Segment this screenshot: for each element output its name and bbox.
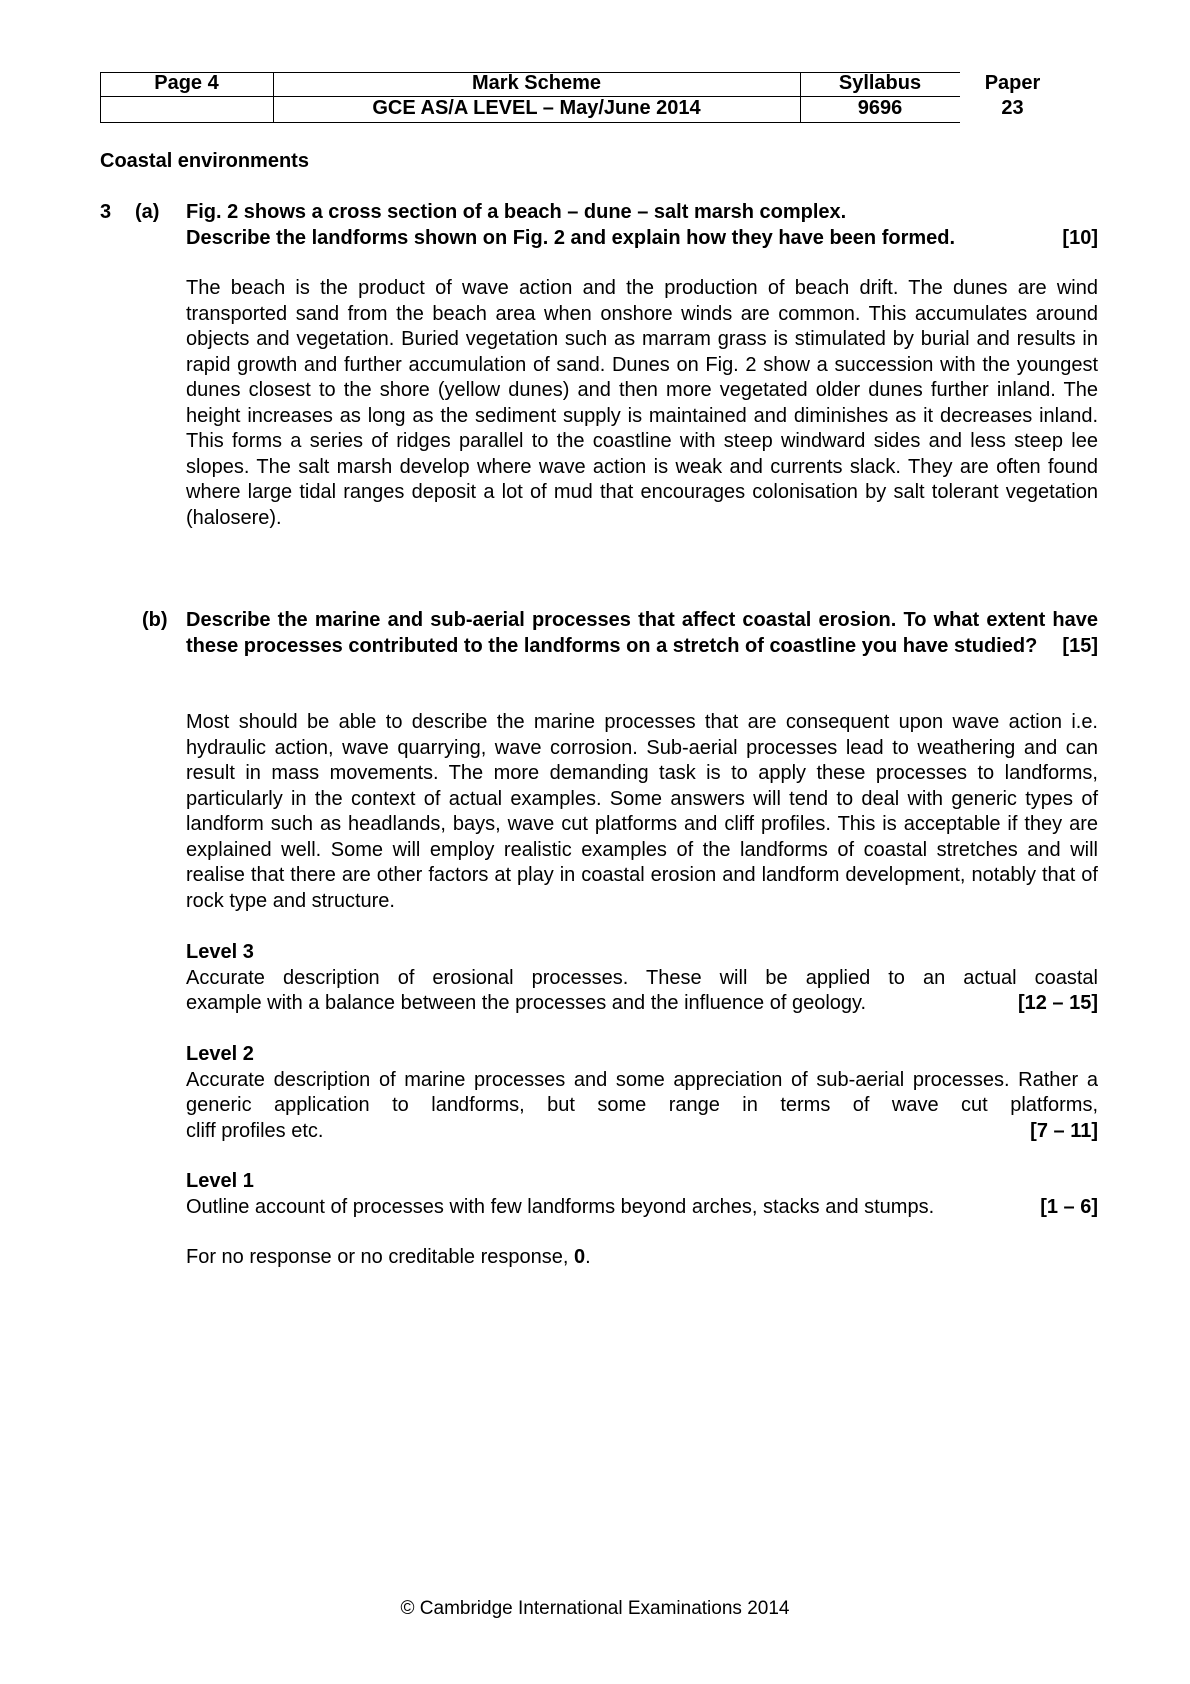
level-2-title: Level 2 — [186, 1043, 254, 1065]
part-a-question — [186, 200, 1098, 251]
part-b-question-text: Describe the marine and sub-aerial processes that affect coastal erosion. To what extent have these processes contributed to the landforms on a stretch of coastline you have studied? — [186, 609, 1098, 657]
level-1-title: Level 1 — [186, 1170, 254, 1192]
no-response-mark: 0 — [574, 1246, 586, 1268]
level-3-text-last: example with a balance between the processes and the influence of geology. — [186, 992, 867, 1014]
level-3-text: Accurate description of erosional processes. These will be applied to an actual coastal — [186, 966, 1098, 989]
level-2-text-last: cliff profiles etc. — [186, 1119, 324, 1142]
header-paper-number: 23 — [1001, 97, 1024, 119]
part-b-question — [186, 608, 1098, 659]
part-b-label: (b) — [142, 609, 168, 631]
no-response-end: . — [585, 1246, 591, 1268]
no-response-text: For no response or no creditable response, — [186, 1246, 574, 1268]
header-doc-type: Mark Scheme — [472, 72, 601, 94]
header-syllabus-code: 9696 — [857, 97, 903, 119]
no-response-note — [186, 1245, 1098, 1271]
level-3-marks: [12 – 15] — [1017, 992, 1098, 1014]
part-b-answer: Most should be able to describe the marine processes that are consequent upon wave action i.e. hydraulic action, wave quarrying, wave corrosion. Sub-aerial processes lead to weathering and can result in mass movements. The more demanding task is to apply these processes to landforms, particularly in the context of actual examples. Some answers will tend to deal with generic types of landform such as headlands, bays, wave cut platforms and cliff profiles. This is acceptable if they are explained well. Some will employ realistic examples of the landforms of coastal stretches and will realise that there are other factors at play in coastal erosion and landform development, notably that of rock type and structure. — [186, 711, 1098, 912]
level-1-marks: [1 – 6] — [1040, 1195, 1098, 1218]
section-title: Coastal environments — [100, 150, 309, 172]
header-table — [100, 72, 1060, 126]
level-1 — [186, 1169, 1098, 1220]
copyright-footer: © Cambridge International Examinations 2014 — [400, 1598, 790, 1619]
part-a-marks: [10] — [1062, 226, 1098, 249]
part-a-question-line2: Describe the landforms shown on Fig. 2 and explain how they have been formed. — [186, 226, 956, 249]
question-number: 3 — [100, 201, 112, 223]
header-paper-label: Paper — [984, 72, 1041, 94]
level-3 — [186, 940, 1098, 1017]
header-page: Page 4 — [154, 72, 219, 94]
part-a-question-line1: Fig. 2 shows a cross section of a beach – dune – salt marsh complex. — [186, 201, 847, 223]
header-exam-series: GCE AS/A LEVEL – May/June 2014 — [372, 97, 701, 119]
level-3-title: Level 3 — [186, 941, 254, 963]
part-a-answer: The beach is the product of wave action and the production of beach drift. The dunes are wind transported sand from the beach area when onshore winds are common. This accumulates around objects and vegetation. Buried vegetation such as marram grass is stimulated by burial and results in rapid growth and further accumulation of sand. Dunes on Fig. 2 show a succession with the youngest dunes closest to the shore (yellow dunes) and then more vegetated older dunes further inland. The height increases as long as the sediment supply is maintained and diminishes as it decreases inland. This forms a series of ridges parallel to the coastline with steep windward sides and less steep lee slopes. The salt marsh develop where wave action is weak and currents slack. They are often found where large tidal ranges deposit a lot of mud that encourages colonisation by salt tolerant vegetation (halosere). — [186, 277, 1098, 529]
level-2 — [186, 1042, 1098, 1144]
header-syllabus-label: Syllabus — [838, 72, 922, 94]
level-1-text: Outline account of processes with few landforms beyond arches, stacks and stumps. — [186, 1195, 935, 1218]
part-b-marks: [15] — [1062, 634, 1098, 657]
level-2-text: Accurate description of marine processes and some appreciation of sub-aerial processes. Rather a generic application to landforms, but some range in terms of wave cut platforms, — [186, 1068, 1098, 1116]
part-a-label: (a) — [135, 201, 160, 223]
level-2-marks: [7 – 11] — [1030, 1119, 1098, 1142]
